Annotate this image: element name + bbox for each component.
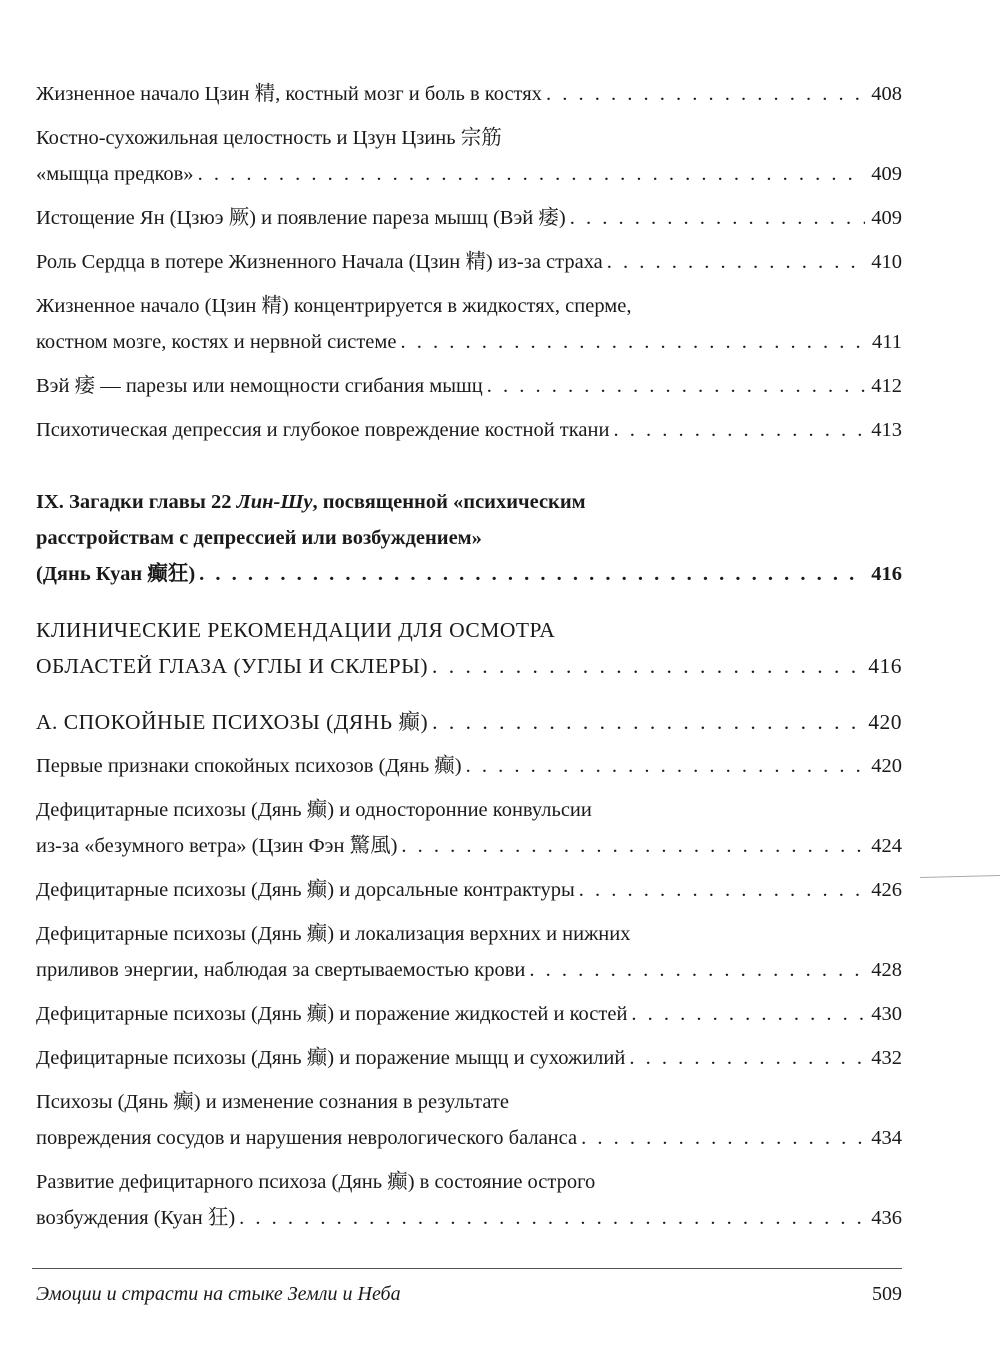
toc-line bbox=[36, 748, 902, 784]
dot-leader bbox=[570, 200, 866, 236]
toc-page-number: 412 bbox=[871, 375, 902, 397]
toc-page-number: 434 bbox=[871, 1127, 902, 1149]
toc-line bbox=[36, 952, 902, 988]
toc-entry-text: костном мозге, костях и нервной системе bbox=[36, 331, 397, 353]
chapter-heading-entry bbox=[36, 484, 902, 592]
toc-entry-text: Костно-сухожильная целостность и Цзун Цзинь 宗筋 bbox=[36, 127, 502, 149]
toc-page-number: 410 bbox=[871, 251, 902, 273]
toc-page-number: 411 bbox=[872, 331, 902, 353]
dot-leader bbox=[579, 872, 866, 908]
section-heading-entry bbox=[36, 704, 902, 740]
toc-page-number: 432 bbox=[871, 1047, 902, 1069]
toc-entry bbox=[36, 996, 902, 1032]
dot-leader bbox=[613, 412, 865, 448]
toc-entry-text: приливов энергии, наблюдая за свертываемостью крови bbox=[36, 959, 526, 981]
toc-line bbox=[36, 324, 902, 360]
toc-entry-text: Жизненное начало (Цзин 精) концентрируется в жидкостях, сперме, bbox=[36, 295, 632, 317]
dot-leader bbox=[629, 1040, 865, 1076]
dot-leader bbox=[607, 244, 865, 280]
toc-page-number: 420 bbox=[871, 755, 902, 777]
scan-artifact-line bbox=[920, 875, 1000, 878]
toc-entry-text: Первые признаки спокойных психозов (Дянь 癫) bbox=[36, 755, 462, 777]
toc-page-number: 430 bbox=[871, 1003, 902, 1025]
toc-entry bbox=[36, 792, 902, 864]
toc-entry-text: Психотическая депрессия и глубокое повреждение костной ткани bbox=[36, 419, 610, 441]
toc-entry-text: Дефицитарные психозы (Дянь 癫) и поражение жидкостей и костей bbox=[36, 1003, 628, 1025]
chapter-heading-line: расстройствам с депрессией или возбуждением» bbox=[36, 527, 482, 549]
toc-line bbox=[36, 1120, 902, 1156]
dot-leader bbox=[529, 952, 865, 988]
page-footer bbox=[36, 1283, 902, 1306]
toc-page-number: 409 bbox=[871, 163, 902, 185]
footer-divider bbox=[32, 1268, 902, 1269]
toc-entry bbox=[36, 1164, 902, 1236]
dot-leader bbox=[400, 324, 866, 360]
toc-page-number: 436 bbox=[871, 1207, 902, 1229]
toc-entry bbox=[36, 1040, 902, 1076]
section-heading-line: КЛИНИЧЕСКИЕ РЕКОМЕНДАЦИИ ДЛЯ ОСМОТРА bbox=[36, 618, 556, 642]
toc-line bbox=[36, 872, 902, 908]
dot-leader bbox=[466, 748, 866, 784]
toc-line bbox=[36, 244, 902, 280]
toc-line bbox=[36, 648, 902, 684]
chapter-heading-book-title: Лин-Шу bbox=[236, 491, 313, 513]
section-heading-entry bbox=[36, 612, 902, 684]
toc-line bbox=[36, 556, 902, 592]
toc-entry bbox=[36, 412, 902, 448]
toc-entry-text: Вэй 痿 — парезы или немощности сгибания мышц bbox=[36, 375, 483, 397]
toc-page-number: 424 bbox=[871, 835, 902, 857]
toc-line bbox=[36, 704, 902, 740]
toc-entry bbox=[36, 288, 902, 360]
toc-line bbox=[36, 368, 902, 404]
toc-entry-text: из-за «безумного ветра» (Цзин Фэн 驚風) bbox=[36, 835, 398, 857]
dot-leader bbox=[581, 1120, 865, 1156]
dot-leader bbox=[631, 996, 865, 1032]
toc-entry-text: «мыщца предков» bbox=[36, 163, 194, 185]
toc-entry bbox=[36, 244, 902, 280]
dot-leader bbox=[487, 368, 866, 404]
toc-page-number: 420 bbox=[868, 710, 902, 734]
toc-entry bbox=[36, 748, 902, 784]
toc-entry-text: повреждения сосудов и нарушения неврологического баланса bbox=[36, 1127, 578, 1149]
chapter-heading-line: (Дянь Куан 癫狂) bbox=[36, 563, 196, 585]
toc-line bbox=[36, 996, 902, 1032]
toc-line bbox=[36, 76, 902, 112]
toc-page-number: 416 bbox=[871, 563, 902, 585]
toc-entry-text: Развитие дефицитарного психоза (Дянь 癫) в состояние острого bbox=[36, 1171, 596, 1193]
toc-entry bbox=[36, 76, 902, 112]
toc-entry-text: Истощение Ян (Цзюэ 厥) и появление пареза мышц (Вэй 痿) bbox=[36, 207, 566, 229]
toc-entry-text: возбуждения (Куан 狂) bbox=[36, 1207, 236, 1229]
dot-leader bbox=[546, 76, 865, 112]
toc-entry-text: Дефицитарные психозы (Дянь 癫) и поражение мыщц и сухожилий bbox=[36, 1047, 626, 1069]
toc-entry bbox=[36, 916, 902, 988]
toc-line bbox=[36, 1040, 902, 1076]
toc-line bbox=[36, 156, 902, 192]
section-heading-line: А. СПОКОЙНЫЕ ПСИХОЗЫ (ДЯНЬ 癫) bbox=[36, 710, 429, 734]
dot-leader bbox=[199, 556, 865, 592]
toc-page-number: 408 bbox=[871, 83, 902, 105]
toc-entry bbox=[36, 872, 902, 908]
toc-line bbox=[36, 828, 902, 864]
toc-entry bbox=[36, 200, 902, 236]
toc-page-number: 416 bbox=[868, 654, 902, 678]
dot-leader bbox=[401, 828, 865, 864]
toc-page-number: 428 bbox=[871, 959, 902, 981]
chapter-heading-line bbox=[36, 484, 902, 520]
toc-entry-text: Роль Сердца в потере Жизненного Начала (Цзин 精) из-за страха bbox=[36, 251, 603, 273]
toc-page-number: 409 bbox=[871, 207, 902, 229]
table-of-contents bbox=[36, 76, 902, 1236]
toc-entry-text: Дефицитарные психозы (Дянь 癫) и односторонние конвульсии bbox=[36, 799, 592, 821]
running-footer-title: Эмоции и страсти на стыке Земли и Неба bbox=[36, 1283, 401, 1305]
chapter-heading-prefix: IX. Загадки главы 22 bbox=[36, 491, 237, 513]
toc-line bbox=[36, 412, 902, 448]
dot-leader bbox=[198, 156, 866, 192]
toc-entry-text: Дефицитарные психозы (Дянь 癫) и локализация верхних и нижних bbox=[36, 923, 631, 945]
toc-page-number: 413 bbox=[871, 419, 902, 441]
folio-page-number: 509 bbox=[872, 1283, 902, 1305]
dot-leader bbox=[239, 1200, 865, 1236]
toc-page-number: 426 bbox=[871, 879, 902, 901]
toc-entry-text: Дефицитарные психозы (Дянь 癫) и дорсальные контрактуры bbox=[36, 879, 575, 901]
toc-entry-text: Психозы (Дянь 癫) и изменение сознания в результате bbox=[36, 1091, 509, 1113]
dot-leader bbox=[432, 648, 862, 684]
toc-line bbox=[36, 1200, 902, 1236]
toc-entry bbox=[36, 1084, 902, 1156]
toc-line bbox=[36, 200, 902, 236]
toc-entry bbox=[36, 120, 902, 192]
chapter-heading-suffix: , посвященной «психическим bbox=[312, 491, 586, 513]
section-heading-line: ОБЛАСТЕЙ ГЛАЗА (УГЛЫ И СКЛЕРЫ) bbox=[36, 654, 429, 678]
dot-leader bbox=[432, 704, 862, 740]
toc-entry bbox=[36, 368, 902, 404]
toc-entry-text: Жизненное начало Цзин 精, костный мозг и боль в костях bbox=[36, 83, 542, 105]
